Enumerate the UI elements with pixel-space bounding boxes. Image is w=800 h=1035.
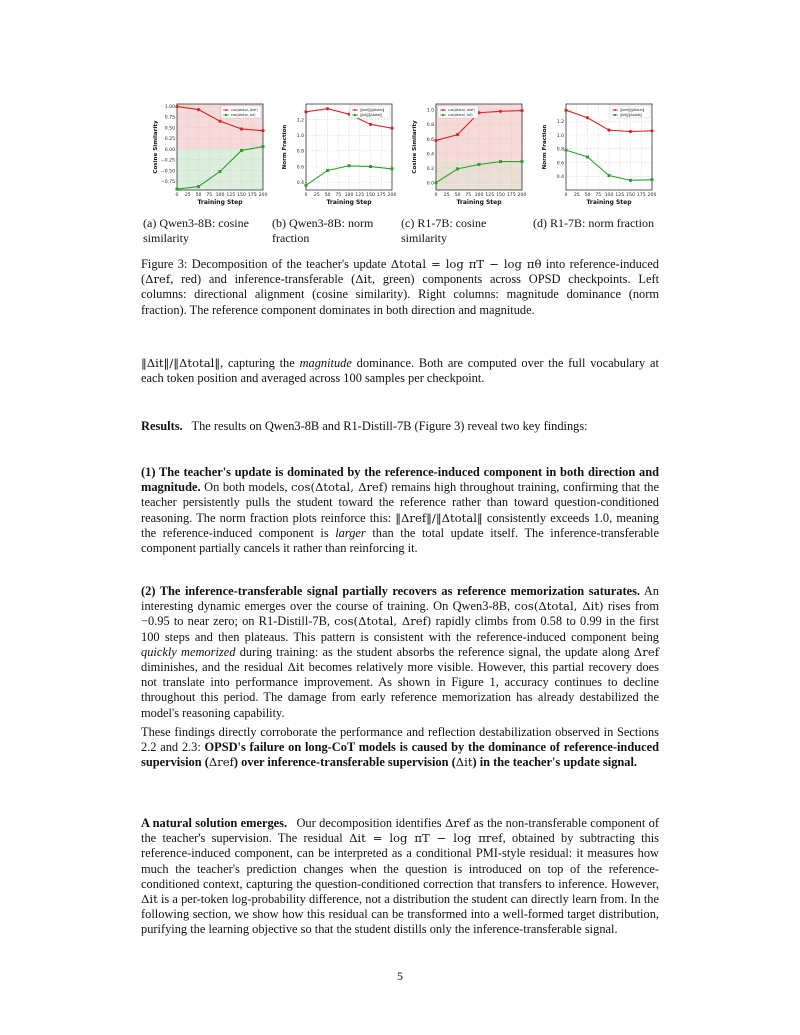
legend-entry: ‖Δit‖/‖Δtotal‖ [360, 113, 382, 118]
legend-entry: cos(Δtotal, Δit) [231, 113, 256, 118]
natural-solution-heading: A natural solution emerges. [141, 816, 288, 830]
data-point [650, 129, 653, 132]
legend-marker [354, 109, 356, 111]
data-point [304, 110, 307, 113]
paragraph-corroboration: These findings directly corroborate the performance and reflection destabilization observed in Sections 2.2 and 2.3: OPSD's failure on long-CoT models is caused by the dominance of reference-induced supervision (Δref) over inference-transferable supervision (Δit) in the teacher's update signal. [141, 725, 659, 770]
figure-caption: Figure 3: Decomposition of the teacher's update Δtotal = log πT − log πθ into reference-induced (Δref, red) and inference-transferable (Δit, green) components across OPSD checkpoints. Left columns: directional alignment (cosine similarity). Right columns: magnitude dominance (norm fraction). The reference component dominates in both direction and magnitude. [141, 257, 660, 317]
data-point [456, 133, 459, 136]
data-point [586, 116, 589, 119]
y-tick-label: −0.75 [160, 180, 175, 186]
x-tick-label: 200 [647, 193, 657, 198]
x-tick-label: 150 [366, 193, 375, 198]
y-axis-label: Cosine Similarity [153, 120, 159, 174]
x-tick-label: 125 [615, 193, 625, 198]
x-tick-label: 50 [454, 193, 461, 198]
data-point [629, 179, 632, 182]
data-point [326, 169, 329, 172]
x-tick-label: 175 [636, 193, 646, 198]
x-tick-label: 50 [584, 193, 591, 198]
legend-marker [442, 114, 444, 116]
paragraph-norm-fraction: ‖Δit‖/‖Δtotal‖, capturing the magnitude dominance. Both are computed over the full vocabulary at each token position and averaged across 100 samples per checkpoint. [141, 356, 659, 386]
data-point [390, 127, 393, 130]
y-tick-label: 1.2 [296, 118, 304, 124]
finding-2-heading: (2) The inference-transferable signal partially recovers as reference memorization saturates. [141, 584, 640, 598]
x-tick-label: 100 [215, 193, 225, 198]
x-tick-label: 100 [344, 193, 354, 198]
x-tick-label: 175 [247, 193, 257, 198]
x-tick-label: 150 [496, 193, 505, 198]
data-point [608, 174, 611, 177]
x-tick-label: 175 [376, 193, 386, 198]
data-point [435, 181, 438, 184]
data-point [434, 139, 437, 142]
data-point [586, 155, 589, 158]
data-point [197, 108, 200, 111]
data-point [197, 185, 200, 188]
legend-marker [225, 109, 227, 111]
y-tick-label: 0.0 [426, 181, 434, 187]
legend-marker [614, 109, 616, 111]
x-tick-label: 150 [626, 193, 635, 198]
x-tick-label: 25 [443, 193, 450, 198]
x-tick-label: 75 [595, 193, 602, 198]
x-tick-label: 100 [474, 193, 484, 198]
x-tick-label: 0 [434, 193, 438, 198]
legend-entry: ‖Δref‖/‖Δtotal‖ [620, 108, 645, 113]
data-point [240, 149, 243, 152]
legend-entry: cos(Δtotal, Δref) [231, 108, 258, 113]
x-tick-label: 0 [564, 193, 568, 198]
legend-entry: cos(Δtotal, Δit) [448, 113, 473, 118]
paragraph-finding-2: (2) The inference-transferable signal partially recovers as reference memorization saturates. An interesting dynamic emerges over the course of training. On Qwen3-8B, cos(Δtotal, Δit) rises from −0.95 to near zero; on R1-Distill-7B, cos(Δtotal, Δref) rapidly climbs from 0.58 to 0.99 in the first 100 steps and then plateaus. This pattern is consistent with the reference-induced component being quickly memorized during training: as the student absorbs the reference signal, the update along Δref diminishes, and the residual Δit becomes relatively more visible. However, this partial recovery does not translate into performance improvement. As shown in Figure 1, accuracy continues to decline throughout this period. The damage from early reference memorization has already destabilized the model's reasoning capability. [141, 584, 659, 720]
data-point [651, 178, 654, 181]
data-point [478, 163, 481, 166]
y-tick-label: 1.0 [426, 108, 434, 114]
x-tick-label: 0 [175, 193, 179, 198]
legend-marker [354, 114, 356, 116]
data-point [369, 165, 372, 168]
x-axis-label: Training Step [197, 199, 243, 206]
x-tick-label: 150 [237, 193, 246, 198]
y-axis-label: Cosine Similarity [412, 120, 418, 174]
x-tick-label: 50 [195, 193, 202, 198]
x-tick-label: 25 [313, 193, 320, 198]
data-point [261, 129, 264, 132]
data-point [176, 188, 179, 191]
legend-entry: ‖Δit‖/‖Δtotal‖ [620, 113, 642, 118]
subcaption-a: (a) Qwen3-8B: cosine similarity [143, 216, 249, 245]
data-point [629, 130, 632, 133]
y-tick-label: 1.0 [556, 133, 564, 139]
data-point [456, 167, 459, 170]
y-tick-label: −0.25 [160, 158, 175, 164]
y-tick-label: 0.4 [556, 175, 564, 181]
y-tick-label: 0.00 [164, 147, 175, 153]
y-tick-label: 0.50 [164, 126, 175, 132]
x-axis-label: Training Step [586, 199, 632, 206]
y-tick-label: 0.8 [296, 149, 304, 155]
data-point [499, 160, 502, 163]
legend-marker [225, 114, 227, 116]
legend-marker [614, 114, 616, 116]
data-point [262, 145, 265, 148]
x-axis-label: Training Step [326, 199, 372, 206]
y-tick-label: 0.6 [556, 161, 564, 167]
figure-panel-b [272, 98, 402, 216]
y-tick-label: 0.8 [556, 147, 564, 153]
y-tick-label: 1.00 [164, 104, 175, 110]
data-point [369, 123, 372, 126]
subcaption-c: (c) R1-7B: cosine similarity [401, 216, 487, 245]
y-tick-label: 0.25 [164, 137, 175, 143]
data-point [219, 170, 222, 173]
y-tick-label: 0.6 [296, 165, 304, 171]
x-tick-label: 25 [184, 193, 191, 198]
y-tick-label: 1.2 [556, 120, 564, 125]
x-tick-label: 125 [485, 193, 495, 198]
x-tick-label: 175 [506, 193, 516, 198]
y-tick-label: 1.0 [296, 134, 304, 140]
data-point [607, 129, 610, 132]
y-tick-label: 0.75 [164, 115, 175, 121]
legend-entry: cos(Δtotal, Δref) [448, 108, 475, 113]
x-tick-label: 125 [355, 193, 365, 198]
y-axis-label: Norm Fraction [542, 124, 548, 170]
paragraph-finding-1: (1) The teacher's update is dominated by the reference-induced component in both direction and magnitude. On both models, cos(Δtotal, Δref) remains high throughout training, confirming that the teacher persistently pulls the student toward the reference rather than toward question-conditioned reasoning. The norm fraction plots reinforce this: ‖Δref‖/‖Δtotal‖ consistently exceeds 1.0, meaning the reference-induced component is larger than the total update itself. The inference-transferable component partially cancels it rather than reinforcing it. [141, 465, 659, 556]
legend-marker [442, 109, 444, 111]
chart-d [532, 98, 662, 216]
y-tick-label: 0.6 [426, 137, 434, 143]
data-point [499, 110, 502, 113]
x-axis-label: Training Step [456, 199, 502, 206]
x-tick-label: 75 [335, 193, 342, 198]
y-tick-label: 0.4 [426, 152, 434, 158]
figure-panel-d [532, 98, 662, 216]
results-heading: Results. [141, 419, 183, 433]
x-tick-label: 25 [573, 193, 580, 198]
chart-a [143, 98, 273, 216]
x-tick-label: 200 [517, 193, 527, 198]
x-tick-label: 200 [387, 193, 397, 198]
subcaption-b: (b) Qwen3-8B: norm fraction [272, 216, 374, 245]
y-tick-label: 0.4 [296, 180, 304, 186]
data-point [175, 105, 178, 108]
data-point [326, 107, 329, 110]
paragraph-natural-solution: A natural solution emerges. Our decomposition identifies Δref as the non-transferable component of the teacher's supervision. The residual Δit = log πT − log πref, obtained by subtracting this reference-induced component, can be interpreted as a conditional PMI-style residual: it measures how much the teacher's prediction changes when the question is introduced on top of the reference-conditioned context, capturing the question-conditioned correction that transfers to inference. However, Δit is a per-token log-probability difference, not a distribution the student can directly learn from. In the following section, we show how this residual can be transformed into a well-formed target distribution, purifying the learning objective so that the student distills only the inference-transferable signal. [141, 816, 659, 937]
y-tick-label: 0.2 [426, 166, 434, 172]
x-tick-label: 200 [258, 193, 268, 198]
x-tick-label: 50 [324, 193, 331, 198]
x-tick-label: 0 [304, 193, 308, 198]
x-tick-label: 75 [206, 193, 213, 198]
y-tick-label: 0.8 [426, 123, 434, 129]
finding-1-heading: (1) The teacher's update is dominated by the reference-induced component in both direction and magnitude. [141, 465, 659, 495]
figure-label: Figure 3: [141, 257, 188, 271]
x-tick-label: 75 [465, 193, 472, 198]
data-point [348, 164, 351, 167]
chart-b [272, 98, 402, 216]
x-tick-label: 125 [226, 193, 236, 198]
figure-panel-a [143, 98, 273, 216]
data-point [218, 120, 221, 123]
figure-panel-c [402, 98, 532, 216]
x-tick-label: 100 [604, 193, 614, 198]
paragraph-results: Results. The results on Qwen3-8B and R1-Distill-7B (Figure 3) reveal two key findings: [141, 419, 588, 433]
data-point [520, 109, 523, 112]
data-point [521, 160, 524, 163]
data-point [305, 184, 308, 187]
y-tick-label: −0.50 [160, 169, 175, 175]
data-point [391, 167, 394, 170]
data-point [564, 109, 567, 112]
subcaption-d: (d) R1-7B: norm fraction [533, 216, 654, 230]
data-point [240, 127, 243, 130]
legend-entry: ‖Δref‖/‖Δtotal‖ [360, 108, 385, 113]
y-axis-label: Norm Fraction [282, 124, 288, 170]
page-number: 5 [397, 969, 403, 983]
chart-c [402, 98, 532, 216]
data-point [565, 149, 568, 152]
